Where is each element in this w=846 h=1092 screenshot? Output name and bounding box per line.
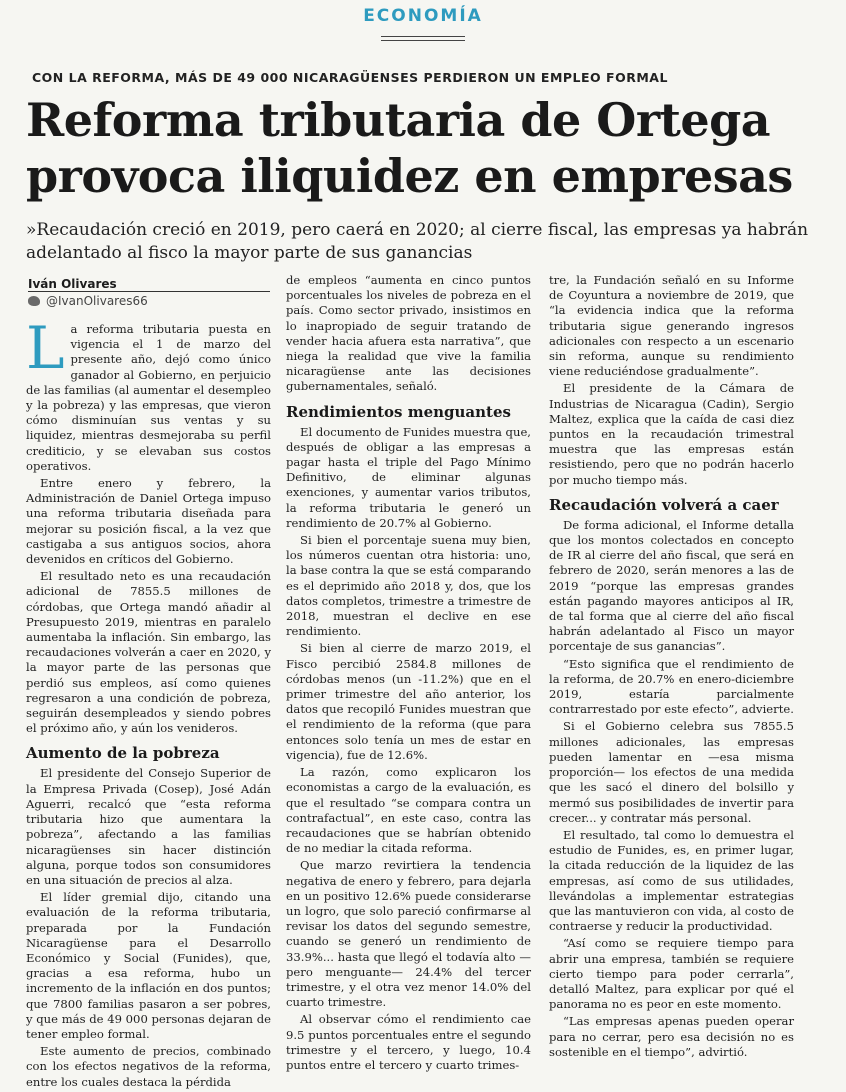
paragraph: El resultado, tal como lo demuestra el estudio de Funides, es, en primer lugar, la citada reducción de la liquidez de las empresas, así como de sus utilidades, llevándolas a implementar estrategias que las mantuvieron con vida, al costo de contraerse y reducir la productividad. — [549, 827, 794, 934]
headline: Reforma tributaria de Ortega provoca iliquidez en empresas — [26, 93, 793, 203]
paragraph: Este aumento de precios, combinado con los efectos negativos de la reforma, entre los cuales destaca la pérdida — [26, 1044, 271, 1089]
twitter-handle-text: @IvanOlivares66 — [46, 294, 148, 308]
paragraph: Si bien el porcentaje suena muy bien, los números cuentan otra historia: uno, la base contra la que se está comparando es el deprimido año 2018 y, dos, que los datos completos, trimestre a trimestre de 2018, muestran el declive en ese rendimiento. — [286, 533, 531, 639]
paragraph: “Las empresas apenas pueden operar para no cerrar, pero esa decisión no es sostenible en el tiempo”, advirtió. — [549, 1014, 794, 1059]
paragraph: El documento de Funides muestra que, después de obligar a las empresas a pagar hasta el triple del Pago Mínimo Definitivo, de eliminar algunas exenciones, y aumentar varios tributos, la reforma tributaria le generó un rendimiento de 20.7% al Gobierno. — [286, 424, 531, 530]
paragraph: La razón, como explicaron los economistas a cargo de la evaluación, es que el resultado “se compara contra un contrafactual”, en este caso, contra las recaudaciones que se habrían obtenido de no mediar la citada reforma. — [286, 765, 531, 856]
subheading: Recaudación volverá a caer — [549, 495, 779, 514]
paragraph: “Esto significa que el rendimiento de la reforma, de 20.7% en enero-diciembre 2019, estaría parcialmente contrarrestado por este efecto”, advierte. — [549, 656, 794, 717]
paragraph: Que marzo revirtiera la tendencia negativa de enero y febrero, para dejarla en un positivo 12.6% puede considerarse un logro, que solo pareció confirmarse al revisar los datos del segundo semestre, cuando se generó un rendimiento de 33.9%... hasta que llegó el todavía alto —pero menguante— 24.4% del tercer trimestre, y el otra vez menor 14.0% del cuarto trimestre. — [286, 858, 531, 1010]
kicker: CON LA REFORMA, MÁS DE 49 000 NICARAGÜENSES PERDIERON UN EMPLEO FORMAL — [32, 70, 668, 85]
article-column-3 — [549, 273, 794, 1062]
subhead: »Recaudación creció en 2019, pero caerá en 2020; al cierre fiscal, las empresas ya habrán adelantado al fisco la mayor parte de sus ganancias — [26, 220, 809, 263]
byline-rule — [28, 291, 270, 292]
paragraph: La reforma tributaria puesta en vigencia el 1 de marzo del presente año, dejó como único ganador al Gobierno, en perjuicio de las familias (al aumentar el desempleo y la pobreza) y las empresas, que vieron cómo disminuían sus ventas y su liquidez, mientras desmejoraba su perfil crediticio, y se elevaban sus costos operativos. — [26, 314, 271, 473]
twitter-icon — [28, 296, 40, 306]
paragraph: El líder gremial dijo, citando una evaluación de la reforma tributaria, preparada por la Fundación Nicaragüense para el Desarrollo Económico y Social (Funides), que, gracias a esa reforma, hubo un incremento de la inflación en dos puntos; que 7800 familias pasaron a ser pobres, y que más de 49 000 personas dejaran de tener empleo formal. — [26, 890, 271, 1041]
paragraph: tre, la Fundación señaló en su Informe de Coyuntura a noviembre de 2019, que “la evidencia indica que la reforma tributaria sigue generando ingresos adicionales con respecto a un escenario sin reforma, aunque su rendimiento viene reduciéndose gradualmente”. — [549, 273, 794, 379]
twitter-handle[interactable] — [28, 294, 148, 308]
article-column-2 — [286, 273, 531, 1075]
article-column-1 — [26, 314, 271, 1092]
paragraph: Si bien al cierre de marzo 2019, el Fisco percibió 2584.8 millones de córdobas menos (un -11.2%) que en el primer trimestre del año anterior, los datos que recopiló Funides muestran que el rendimiento de la reforma (que para entonces solo tenía un mes de estar en vigencia), fue de 12.6%. — [286, 641, 531, 762]
paragraph: de empleos “aumenta en cinco puntos porcentuales los niveles de pobreza en el país. Como sector privado, insistimos en lo inapropiado de seguir tratando de vender hacia afuera esta narrativa”, que niega la realidad que vive la familia nicaragüense ante las decisiones gubernamentales, señaló. — [286, 273, 531, 394]
section-rule — [381, 36, 465, 37]
paragraph: Si el Gobierno celebra sus 7855.5 millones adicionales, las empresas pueden lamentar en —esa misma proporción— los efectos de una medida que les sacó el dinero del bolsillo y mermó sus posibilidades de invertir para crecer... y contratar más personal. — [549, 719, 794, 825]
author-name: Iván Olivares — [28, 277, 117, 291]
paragraph: El presidente de la Cámara de Industrias de Nicaragua (Cadin), Sergio Maltez, explica que la caída de casi diez puntos en la recaudación trimestral muestra que las empresas están resistiendo, pero que no podrán hacerlo por mucho tiempo más. — [549, 381, 794, 487]
section-rule — [381, 40, 465, 41]
subheading: Aumento de la pobreza — [26, 744, 220, 763]
paragraph: “Así como se requiere tiempo para abrir una empresa, también se requiere cierto tiempo para poder cerrarla”, detalló Maltez, para explicar por qué el panorama no es peor en este momento. — [549, 936, 794, 1012]
paragraph: Al observar cómo el rendimiento cae 9.5 puntos porcentuales entre el segundo trimestre y el tercero, y luego, 10.4 puntos entre el tercero y cuarto trimes- — [286, 1012, 531, 1072]
dropcap: L — [26, 314, 65, 382]
paragraph: El presidente del Consejo Superior de la Empresa Privada (Cosep), José Adán Aguerri, recalcó que “esta reforma tributaria hizo que aumentara la pobreza”, afectando a las familias nicaragüenses sin hacer distinción alguna, porque todos son consumidores en una situación de precios al alza. — [26, 766, 271, 887]
paragraph: El resultado neto es una recaudación adicional de 7855.5 millones de córdobas, que Ortega mandó añadir al Presupuesto 2019, mientras en paralelo aumentaba la inflación. Sin embargo, las recaudaciones volverán a caer en 2020, y la mayor parte de las personas que perdió sus empleos, así como quienes regresaron a una condición de pobreza, seguirán desempleados y siendo pobres el próximo año, y aún los venideros. — [26, 569, 271, 736]
paragraph: De forma adicional, el Informe detalla que los montos colectados en concepto de IR al cierre del año fiscal, que será en febrero de 2020, serán menores a las de 2019 “porque las empresas grandes están pagando mayores anticipos al IR, de tal forma que al cierre del año fiscal habrán adelantado al Fisco un mayor porcentaje de sus ganancias”. — [549, 517, 794, 654]
section-label: ECONOMÍA — [363, 6, 483, 26]
subheading: Rendimientos menguantes — [286, 402, 511, 421]
paragraph: Entre enero y febrero, la Administración de Daniel Ortega impuso una reforma tributaria diseñada para mejorar su posición fiscal, a la vez que castigaba a sus antiguos socios, ahora devenidos en críticos del Gobierno. — [26, 476, 271, 567]
